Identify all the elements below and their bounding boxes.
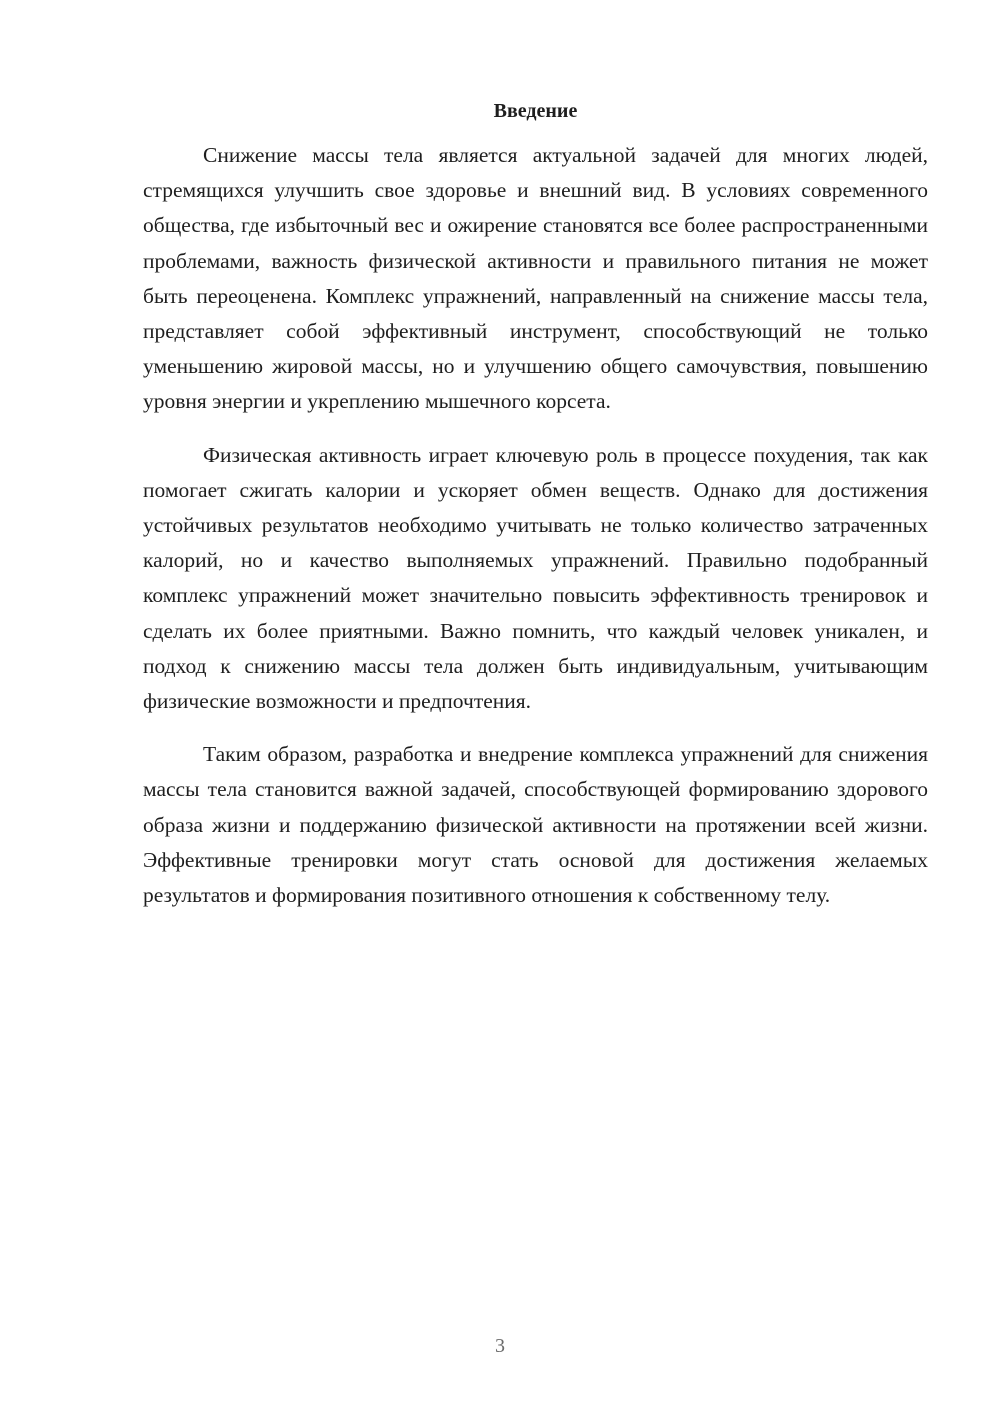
paragraph-3: Таким образом, разработка и внедрение комплекса упражнений для снижения массы тела становится важной задачей, способствующей формированию здорового образа жизни и поддержанию физической активности на протяжении всей жизни. Эффективные тренировки могут стать основой для достижения желаемых результатов и формирования позитивного отношения к собственному телу. [143, 742, 928, 908]
page-number: 3 [495, 1335, 505, 1357]
paragraph-2: Физическая активность играет ключевую роль в процессе похудения, так как помогает сжигать калории и ускоряет обмен веществ. Однако для достижения устойчивых результатов необходимо учитывать не только количество затраченных калорий, но и качество выполняемых упражнений. Правильно подобранный комплекс упражнений может значительно повысить эффективность тренировок и сделать их более приятными. Важно помнить, что каждый человек уникален, и подход к снижению массы тела должен быть индивидуальным, учитывающим физические возможности и предпочтения. [143, 442, 928, 714]
section-heading: Введение [493, 100, 578, 122]
paragraph-1: Снижение массы тела является актуальной задачей для многих людей, стремящихся улучшить свое здоровье и внешний вид. В условиях современного общества, где избыточный вес и ожирение становятся все более распространенными проблемами, важность физической активности и правильного питания не может быть переоценена. Комплекс упражнений, направленный на снижение массы тела, представляет собой эффективный инструмент, способствующий не только уменьшению жировой массы, но и улучшению общего самочувствия, повышению уровня энергии и укреплению мышечного корсета. [143, 143, 928, 414]
page-content [143, 94, 928, 931]
